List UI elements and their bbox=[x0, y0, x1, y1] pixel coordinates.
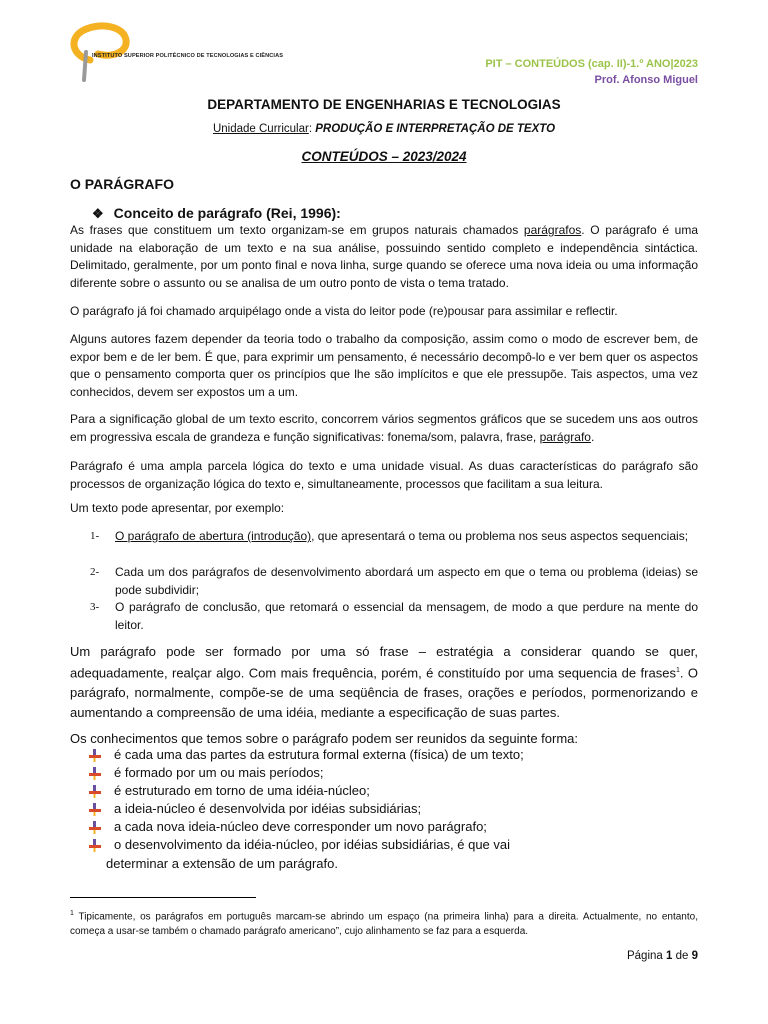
uc-separator: : bbox=[308, 123, 316, 135]
section-heading: O PARÁGRAFO bbox=[70, 176, 174, 192]
paragraph-4: Para a significação global de um texto escrito, concorrem vários segmentos gráficos que se sucedem uns aos outros em progressiva escala de grandeza e função significativas: fonema/som, palavra, frase, parágrafo. bbox=[70, 412, 698, 444]
list-text: O parágrafo de conclusão, que retomará o essencial da mensagem, de modo a que perdure na mente do leitor. bbox=[115, 600, 698, 632]
footnote-text: Tipicamente, os parágrafos em português marcam-se abrindo um espaço (na primeira linha) para a direita. Actualmente, no entanto, começa a usar-se também o chamado parágrafo americano”, cujo alinhamento se faz para a esquerda. bbox=[70, 911, 698, 938]
paragraph-1: As frases que constituem um texto organizam-se em grupos naturais chamados parágrafos. O parágrafo é uma unidade na elaboração de um texto e na sua análise, possuindo sentido completo e independência sintáctica. Delimitado, geralmente, por um ponto final e nova linha, surge quando se oferece uma nova ideia ou uma informação diferente sobre o assunto ou se analisa de um outro ponto de vista o tema tratado. bbox=[70, 223, 699, 290]
pushpin-bullet-icon bbox=[88, 748, 104, 760]
bullet-item bbox=[88, 818, 487, 836]
bullet-item bbox=[88, 782, 370, 800]
uc-label: Unidade Curricular bbox=[212, 123, 309, 135]
paragraph-6: Um texto pode apresentar, por exemplo: bbox=[70, 501, 285, 515]
bullet-text: é cada uma das partes da estrutura formal externa (física) de um texto; bbox=[114, 747, 524, 762]
bullet-text: a cada nova ideia-núcleo deve corresponder um novo parágrafo; bbox=[114, 819, 487, 834]
pushpin-bullet-icon bbox=[88, 784, 104, 796]
list-text: Cada um dos parágrafos de desenvolvimento abordará um aspecto em que o tema ou problema (ideias) se pode subdividir; bbox=[115, 565, 698, 597]
page-number: Página 1 de 9 bbox=[626, 950, 698, 962]
department-title: DEPARTAMENTO DE ENGENHARIAS E TECNOLOGIAS bbox=[207, 97, 561, 112]
list-text: O parágrafo de abertura (introdução), que apresentará o tema ou problema nos seus aspectos sequenciais; bbox=[115, 529, 689, 543]
pushpin-bullet-icon bbox=[88, 766, 104, 778]
uc-value: PRODUÇÃO E INTERPRETAÇÃO DE TEXTO bbox=[315, 123, 556, 135]
diamond-bullet-icon: ❖ bbox=[92, 206, 104, 221]
footnote bbox=[70, 906, 698, 939]
list-number: 2- bbox=[90, 566, 100, 578]
course-header: PIT – CONTEÚDOS (cap. II)-1.º ANO|2023 bbox=[485, 58, 698, 70]
curricular-unit bbox=[0, 123, 768, 135]
footnote-divider bbox=[70, 897, 256, 898]
underlined-term: parágrafos bbox=[523, 223, 582, 237]
pushpin-bullet-icon bbox=[88, 802, 104, 814]
paragraph-2: O parágrafo já foi chamado arquipélago onde a vista do leitor pode (re)pousar para assimilar e reflectir. bbox=[70, 304, 618, 318]
subheading-text: Conceito de parágrafo (Rei, 1996): bbox=[113, 205, 341, 221]
bullet-item bbox=[88, 836, 510, 854]
list-number: 1- bbox=[90, 530, 100, 542]
paragraph-3: Alguns autores fazem depender da teoria todo o trabalho da composição, assim como o modo de escrever bem, de expor bem e de ler bem. É que, para exprimir um pensamento, é necessário decompô-lo e ver bem quer os aspectos que o pensamento comporta quer os princípios que lhe são implícitos e que ele pressupõe. Tais aspectos, uma vez conhecidos, devem ser expostos um a um. bbox=[70, 332, 698, 399]
footnote-mark: 1 bbox=[70, 910, 74, 917]
bullet-item bbox=[88, 800, 421, 818]
footnote-ref: 1 bbox=[675, 667, 680, 675]
bullet-text: o desenvolvimento da idéia-núcleo, por idéias subsidiárias, é que vai bbox=[114, 837, 511, 852]
bullet-text: a ideia-núcleo é desenvolvida por idéias subsidiárias; bbox=[114, 801, 422, 816]
bullet-item bbox=[88, 764, 324, 782]
underlined-term: parágrafo bbox=[539, 429, 591, 444]
paragraph-5: Parágrafo é uma ampla parcela lógica do texto e uma unidade visual. As duas características do parágrafo são processos de organização lógica do texto e, simultaneamente, processos que facilitam a sua leitura. bbox=[70, 459, 698, 491]
bullet-continuation: determinar a extensão de um parágrafo. bbox=[106, 856, 338, 871]
pushpin-bullet-icon bbox=[88, 838, 104, 850]
paragraph-8: Os conhecimentos que temos sobre o parágrafo podem ser reunidos da seguinte forma: bbox=[70, 731, 579, 746]
list-number: 3- bbox=[90, 601, 100, 613]
institution-logo bbox=[62, 22, 142, 82]
bullet-text: é formado por um ou mais períodos; bbox=[114, 765, 324, 780]
paragraph-7: Um parágrafo pode ser formado por uma só frase – estratégia a considerar quando se quer, adequadamente, realçar algo. Com mais frequência, porém, é constituído por uma sequencia de frases$^1$. O parágrafo, normalmente, compõe-se de uma seqüência de frases, orações e períodos, pormenorizando e aumentando a compreensão de uma idéia, mediante a especificação de suas partes. bbox=[70, 644, 699, 720]
institution-name: INSTITUTO SUPERIOR POLITÉCNICO DE TECNOLOGIAS E CIÊNCIAS bbox=[92, 53, 284, 59]
bullet-text: é estruturado em torno de uma idéia-núcleo; bbox=[114, 783, 370, 798]
bullet-item bbox=[88, 746, 524, 764]
contents-title: CONTEÚDOS – 2023/2024 bbox=[301, 149, 467, 164]
professor-name: Prof. Afonso Miguel bbox=[594, 74, 698, 86]
subheading bbox=[92, 205, 341, 222]
pushpin-bullet-icon bbox=[88, 820, 104, 832]
